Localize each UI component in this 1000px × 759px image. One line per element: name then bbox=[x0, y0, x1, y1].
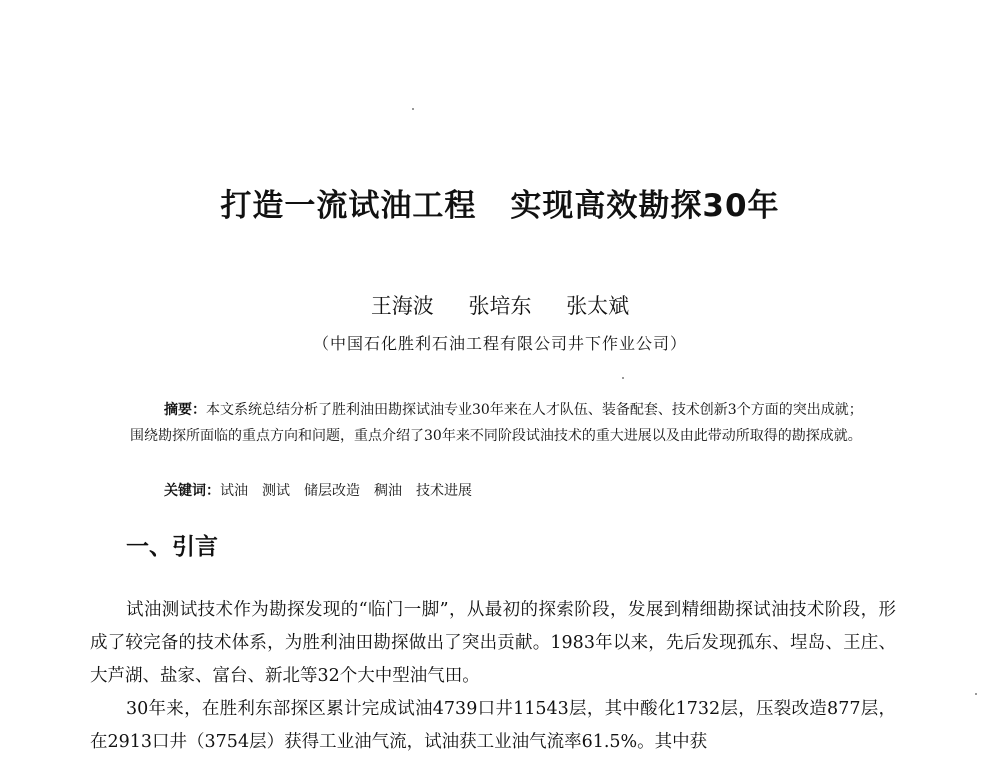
keyword: 储层改造 bbox=[304, 483, 360, 499]
author-list bbox=[0, 292, 1000, 320]
keyword: 试油 bbox=[220, 483, 248, 499]
body-text bbox=[90, 594, 896, 759]
scan-speck bbox=[975, 693, 977, 695]
keyword: 技术进展 bbox=[416, 483, 472, 499]
paragraph: 试油测试技术作为勘探发现的“临门一脚”，从最初的探索阶段，发展到精细勘探试油技术阶段，形成了较完备的技术体系，为胜利油田勘探做出了突出贡献。1983年以来，先后发现孤东、埕岛、王庄、大芦湖、盐家、富台、新北等32个大中型油气田。 bbox=[90, 600, 896, 686]
section-heading: 一、引言 bbox=[126, 534, 218, 560]
keywords bbox=[164, 478, 864, 504]
keyword: 测试 bbox=[262, 483, 290, 499]
paper-title bbox=[0, 186, 1000, 226]
title-part-2: 实现高效勘探30年 bbox=[510, 188, 780, 224]
keywords-label: 关键词： bbox=[164, 483, 220, 499]
affiliation: （中国石化胜利石油工程有限公司井下作业公司） bbox=[312, 334, 687, 353]
author-name: 张培东 bbox=[468, 294, 532, 318]
abstract-text: 本文系统总结分析了胜利油田勘探试油专业30年来在人才队伍、装备配套、技术创新3个方面的突出成就；围绕勘探所面临的重点方向和问题，重点介绍了30年来不同阶段试油技术的重大进展以及由此带动所取得的勘探成就。 bbox=[130, 402, 863, 444]
abstract-label: 摘要： bbox=[164, 402, 206, 418]
paragraph: 30年来，在胜利东部探区累计完成试油4739口井11543层，其中酸化1732层，压裂改造877层，在2913口井（3754层）获得工业油气流，试油获工业油气流率61.5%。其中获 bbox=[90, 699, 896, 752]
author-name: 王海波 bbox=[370, 294, 434, 318]
keyword: 稠油 bbox=[374, 483, 402, 499]
title-part-1: 打造一流试油工程 bbox=[220, 188, 477, 224]
scan-speck bbox=[412, 108, 414, 110]
scan-speck bbox=[622, 377, 624, 379]
author-name: 张太斌 bbox=[566, 294, 630, 318]
abstract bbox=[130, 397, 865, 449]
